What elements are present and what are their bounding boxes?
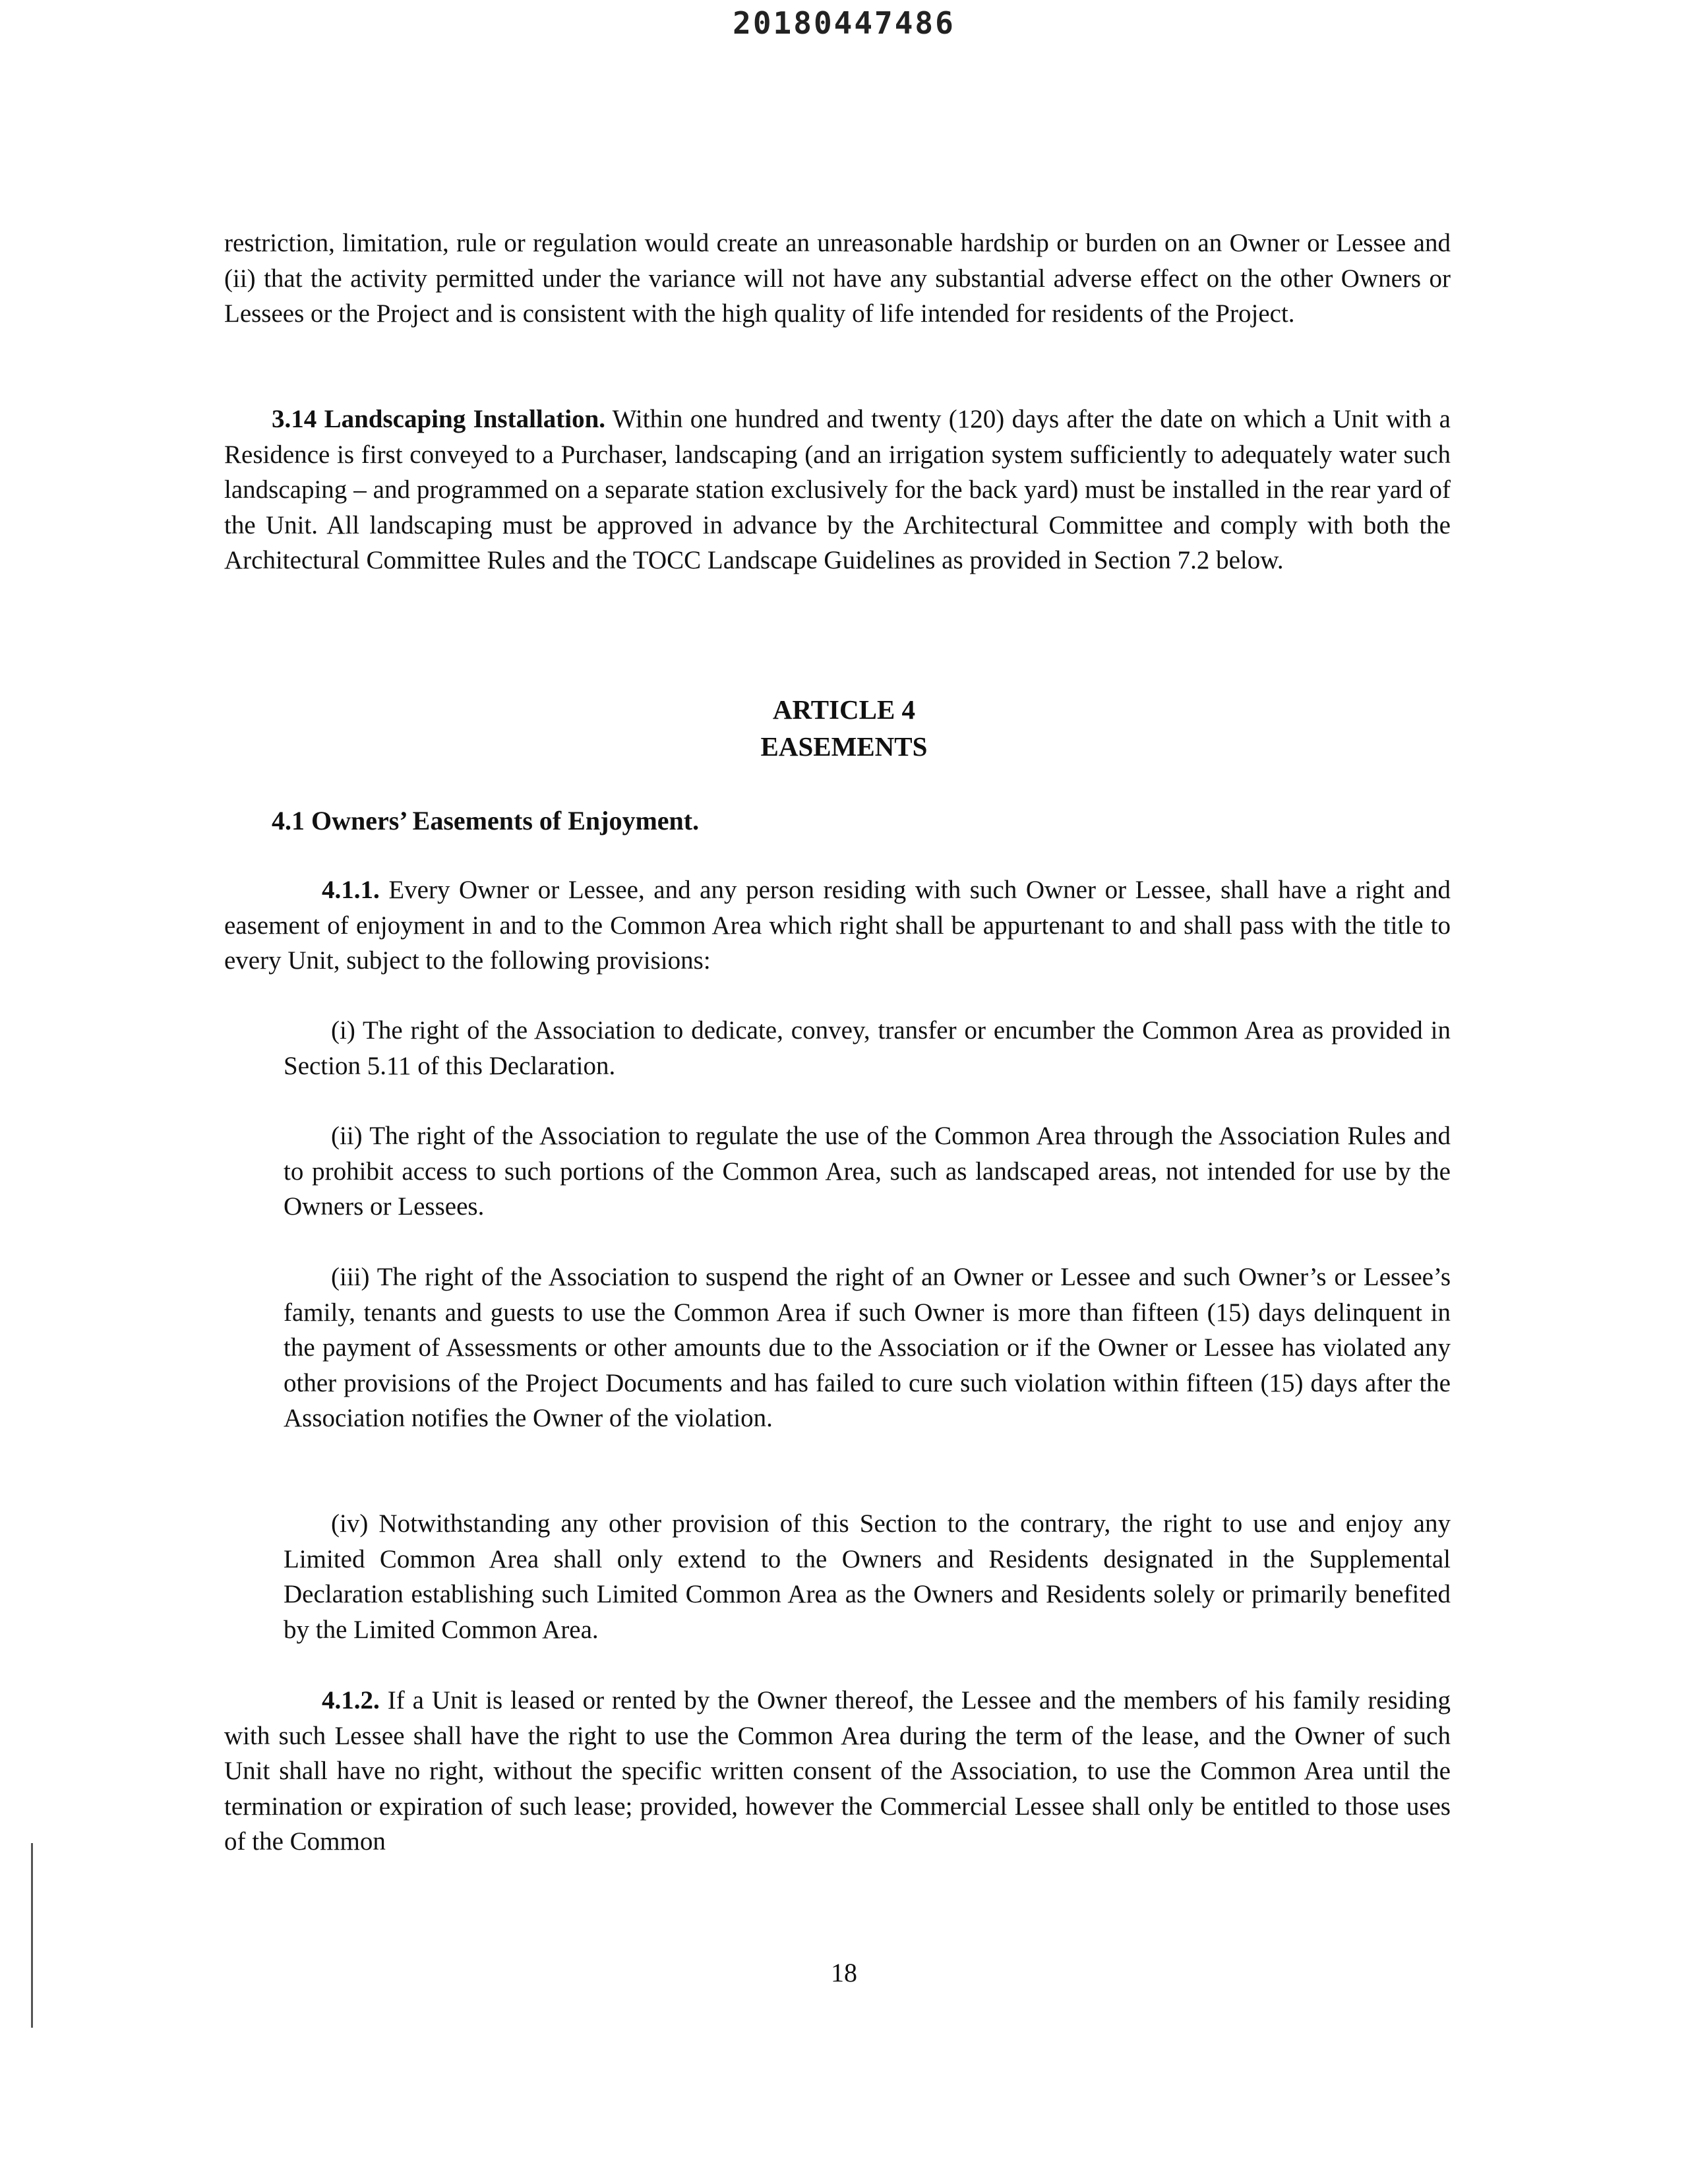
margin-line bbox=[31, 1843, 33, 2028]
section-4-1-2-number: 4.1.2. bbox=[322, 1686, 380, 1714]
section-4-1-heading: 4.1 Owners’ Easements of Enjoyment. bbox=[272, 806, 700, 835]
item-iii: (iii) The right of the Association to suspend the right of an Owner or Lessee and such Owner’s or Lessee’s family, tenants and guests to use the Common Area if such Owner is more than fifteen (15) days delinquent in the payment of Assessments or other amounts due to the Association or if the Owner or Lessee has violated any other provisions of the Project Documents and has failed to cure such violation within fifteen (15) days after the Association notifies the Owner of the violation. bbox=[284, 1263, 1451, 1432]
item-ii: (ii) The right of the Association to regulate the use of the Common Area through the Association Rules and to prohibit access to such portions of the Common Area, such as landscaped areas, not intended for use by the Owners or Lessees. bbox=[284, 1122, 1451, 1221]
section-4-1-2-text: If a Unit is leased or rented by the Owner thereof, the Lessee and the members of his family residing with such Lessee shall have the right to use the Common Area during the term of the lease, and the Owner of such Unit shall have no right, without the specific written consent of the Association, to use the Common Area until the termination or expiration of such lease; provided, however the Commercial Lessee shall only be entitled to those uses of the Common bbox=[224, 1686, 1451, 1856]
section-4-1-1-number: 4.1.1. bbox=[322, 876, 380, 904]
item-iv: (iv) Notwithstanding any other provision of this Section to the contrary, the right to use and enjoy any Limited Common Area shall only extend to the Owners and Residents designated in the Supplemental Declaration establishing such Limited Common Area as the Owners and Residents solely or primarily benefited by the Limited Common Area. bbox=[284, 1509, 1451, 1644]
item-i: (i) The right of the Association to dedicate, convey, transfer or encumber the Common Area as provided in Section 5.11 of this Declaration. bbox=[284, 1016, 1451, 1080]
section-4-1-1-text: Every Owner or Lessee, and any person residing with such Owner or Lessee, shall have a right and easement of enjoyment in and to the Common Area which right shall be appurtenant to and shall pass with the title to every Unit, subject to the following provisions: bbox=[224, 876, 1451, 975]
section-4-1-2 bbox=[224, 1683, 1451, 1860]
document-number: 20180447486 bbox=[733, 5, 955, 41]
section-3-14-number: 3.14 bbox=[272, 405, 317, 433]
section-3-14 bbox=[224, 402, 1451, 578]
section-4-1-1 bbox=[224, 872, 1451, 979]
article-subtitle: EASEMENTS bbox=[760, 731, 928, 762]
paragraph-restriction: restriction, limitation, rule or regulation would create an unreasonable hardship or burden on an Owner or Lessee and (ii) that the activity permitted under the variance will not have any substantial adverse effect on the other Owners or Lessees or the Project and is consistent with the high quality of life intended for residents of the Project. bbox=[224, 229, 1451, 328]
article-title: ARTICLE 4 bbox=[772, 694, 916, 725]
section-3-14-text: Within one hundred and twenty (120) days after the date on which a Unit with a Residence is first conveyed to a Purchaser, landscaping (and an irrigation system sufficiently to adequately water such landscaping – and programmed on a separate station exclusively for the back yard) must be installed in the rear yard of the Unit. All landscaping must be approved in advance by the Architectural Committee and comply with both the Architectural Committee Rules and the TOCC Landscape Guidelines as provided in Section 7.2 below. bbox=[224, 405, 1451, 574]
page-number: 18 bbox=[831, 1958, 857, 1987]
section-3-14-title: Landscaping Installation. bbox=[324, 405, 606, 433]
